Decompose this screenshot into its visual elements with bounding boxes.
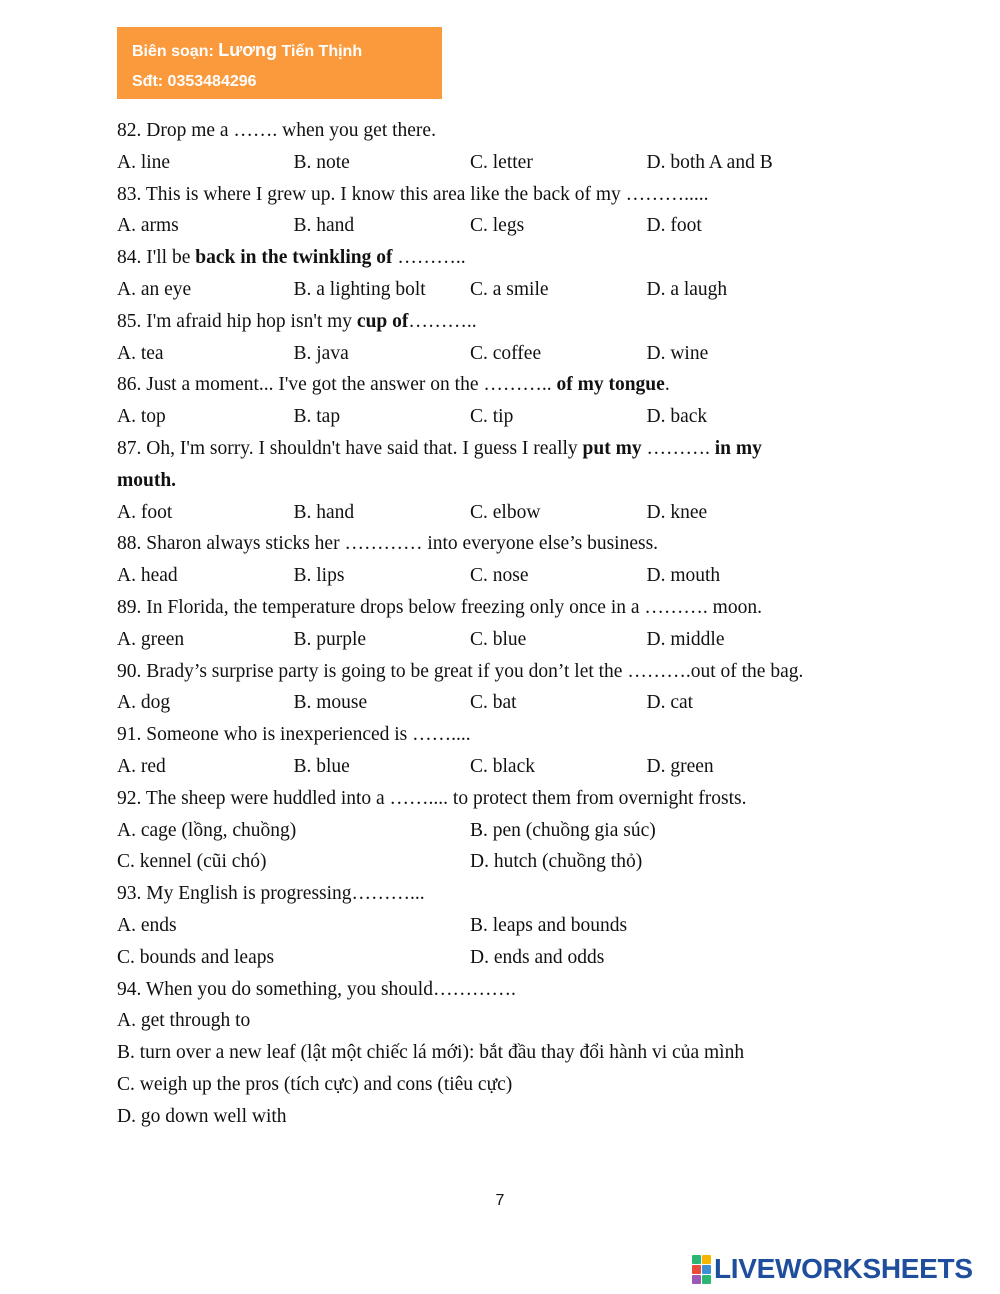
option-c: C. blue xyxy=(470,628,527,650)
question-91-options xyxy=(117,751,907,783)
question-93-options-row1 xyxy=(117,910,907,942)
question-94-stem: 94. When you do something, you should…………. xyxy=(117,978,516,1000)
stem-bold: of my tongue xyxy=(556,374,665,396)
option-a: A. green xyxy=(117,628,185,650)
stem-text: 86. Just a moment... I've got the answer on the ……….. xyxy=(117,374,557,396)
question-93-options-row2 xyxy=(117,942,907,974)
brand-text: LIVEWORKSHEETS xyxy=(714,1253,973,1284)
option-a: A. dog xyxy=(117,692,171,714)
option-d: D. back xyxy=(646,406,708,428)
question-list xyxy=(117,115,907,1133)
question-88-options xyxy=(117,560,907,592)
option-d: D. middle xyxy=(646,628,725,650)
option-c: C. elbow xyxy=(470,501,541,523)
option-c: C. a smile xyxy=(470,278,549,300)
question-82-options xyxy=(117,147,907,179)
option-d: D. hutch (chuồng thỏ) xyxy=(470,851,643,873)
question-92-stem: 92. The sheep were huddled into a …….... to protect them from overnight frosts. xyxy=(117,787,747,809)
option-b: B. blue xyxy=(293,755,350,777)
stem-text: ……….. xyxy=(408,310,477,332)
question-87-options xyxy=(117,497,907,529)
option-a: A. head xyxy=(117,565,178,587)
option-b: B. hand xyxy=(293,215,355,237)
question-91-stem: 91. Someone who is inexperienced is …….... xyxy=(117,724,471,746)
option-c: C. bounds and leaps xyxy=(117,946,275,968)
author-name-first: Lương xyxy=(218,40,278,60)
question-83-options xyxy=(117,210,907,242)
author-prefix: Biên soạn: xyxy=(132,43,219,60)
option-a: A. an eye xyxy=(117,278,192,300)
question-89-stem: 89. In Florida, the temperature drops below freezing only once in a ………. moon. xyxy=(117,596,762,618)
option-b: B. hand xyxy=(293,501,355,523)
stem-bold: mouth. xyxy=(117,469,177,491)
option-d: D. both A and B xyxy=(646,151,773,173)
option-b: B. note xyxy=(293,151,350,173)
option-b: B. purple xyxy=(293,628,367,650)
stem-text: 87. Oh, I'm sorry. I shouldn't have said that. I guess I really xyxy=(117,437,583,459)
option-d: D. go down well with xyxy=(117,1105,287,1127)
question-86-stem xyxy=(117,369,907,401)
option-c: C. letter xyxy=(470,151,533,173)
question-82-stem: 82. Drop me a ……. when you get there. xyxy=(117,120,436,141)
stem-text: . xyxy=(664,374,670,396)
option-d: D. ends and odds xyxy=(470,946,605,968)
stem-bold: in my xyxy=(714,437,762,459)
option-a: A. get through to xyxy=(117,1010,251,1032)
question-90-options xyxy=(117,687,907,719)
stem-text: 85. I'm afraid hip hop isn't my xyxy=(117,310,357,332)
author-name-rest: Tiến Thịnh xyxy=(277,43,363,60)
option-a: A. red xyxy=(117,755,166,777)
option-a: A. tea xyxy=(117,342,164,364)
option-c: C. tip xyxy=(470,406,514,428)
question-85-options xyxy=(117,338,907,370)
option-b: B. a lighting bolt xyxy=(293,278,426,300)
option-c: C. kennel (cũi chó) xyxy=(117,851,267,873)
page-number: 7 xyxy=(495,1192,505,1209)
author-header xyxy=(117,27,442,99)
option-c: C. nose xyxy=(470,565,529,587)
option-c: C. coffee xyxy=(470,342,542,364)
option-d: D. wine xyxy=(646,342,709,364)
option-a: A. top xyxy=(117,406,166,428)
liveworksheets-logo-icon xyxy=(692,1255,711,1284)
option-b: B. tap xyxy=(293,406,341,428)
option-b: B. pen (chuồng gia súc) xyxy=(470,819,656,841)
option-a: A. foot xyxy=(117,501,173,523)
option-a: A. ends xyxy=(117,914,177,936)
option-c: C. legs xyxy=(470,215,525,237)
stem-text: ……….. xyxy=(392,247,466,269)
option-d: D. mouth xyxy=(646,565,721,587)
option-b: B. turn over a new leaf (lật một chiếc lá mới): bắt đầu thay đổi hành vi của mình xyxy=(117,1042,745,1064)
stem-bold: put my xyxy=(582,437,642,459)
question-84-stem xyxy=(117,242,907,274)
stem-bold: cup of xyxy=(356,310,409,332)
question-87-stem-continued xyxy=(117,465,907,497)
option-a: A. cage (lồng, chuồng) xyxy=(117,819,297,841)
question-83-stem: 83. This is where I grew up. I know this area like the back of my ………..... xyxy=(117,183,709,205)
option-a: A. arms xyxy=(117,215,179,237)
question-84-options xyxy=(117,274,907,306)
option-d: D. cat xyxy=(646,692,694,714)
option-d: D. foot xyxy=(646,215,702,237)
question-92-options-row1 xyxy=(117,815,907,847)
stem-text: 84. I'll be xyxy=(117,247,196,269)
question-88-stem: 88. Sharon always sticks her ………… into everyone else’s business. xyxy=(117,533,659,555)
stem-text: ………. xyxy=(641,437,715,459)
option-d: D. a laugh xyxy=(646,278,728,300)
question-90-stem: 90. Brady’s surprise party is going to be great if you don’t let the ……….out of the bag. xyxy=(117,660,804,682)
question-92-options-row2 xyxy=(117,846,907,878)
author-line xyxy=(132,35,442,66)
option-d: D. green xyxy=(646,755,714,777)
question-85-stem xyxy=(117,306,907,338)
option-a: A. line xyxy=(117,151,171,173)
stem-bold: back in the twinkling of xyxy=(195,247,393,269)
option-c: C. weigh up the pros (tích cực) and cons (tiêu cực) xyxy=(117,1073,513,1095)
option-b: B. leaps and bounds xyxy=(470,914,628,936)
option-c: C. black xyxy=(470,755,535,777)
question-93-stem: 93. My English is progressing………... xyxy=(117,883,425,905)
question-86-options xyxy=(117,401,907,433)
phone-line: Sđt: 0353484296 xyxy=(132,73,257,90)
liveworksheets-brand xyxy=(692,1252,973,1286)
option-c: C. bat xyxy=(470,692,517,714)
option-b: B. lips xyxy=(293,565,345,587)
option-d: D. knee xyxy=(646,501,708,523)
option-b: B. java xyxy=(293,342,349,364)
option-b: B. mouse xyxy=(293,692,368,714)
question-89-options xyxy=(117,624,907,656)
question-87-stem xyxy=(117,433,907,465)
